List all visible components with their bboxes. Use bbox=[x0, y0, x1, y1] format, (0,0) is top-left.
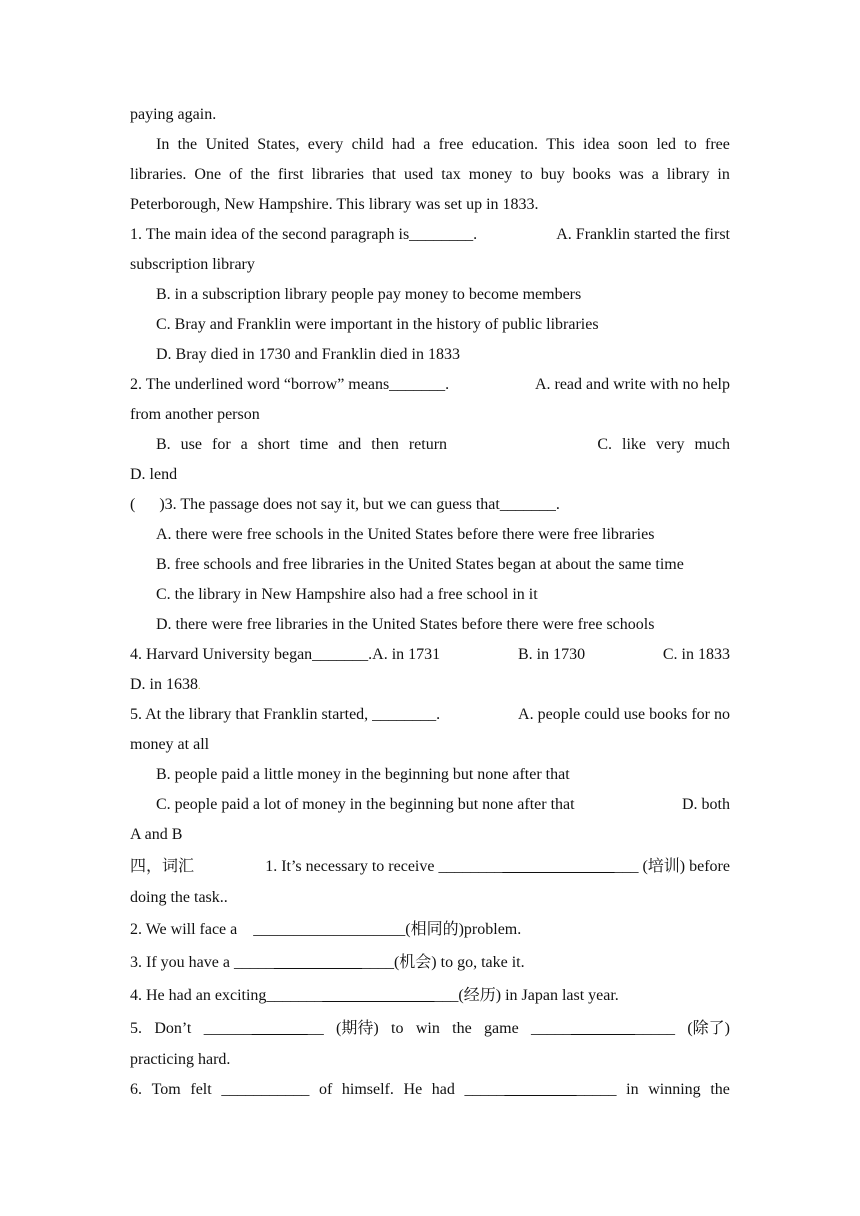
paragraph-line: In the United States, every child had a free education. This idea soon led to free bbox=[130, 130, 730, 160]
option-c: C. like very much bbox=[597, 436, 730, 453]
vocab-item-2: 2. We will face a ___________________(相同的)problem. bbox=[130, 921, 522, 938]
vocab-text: 1. It’s necessary to receive _________________________ (培训) before bbox=[265, 858, 730, 875]
option-b: B. use for a short time and then return bbox=[156, 436, 448, 453]
option-c: C. Bray and Franklin were important in the history of public libraries bbox=[156, 316, 599, 333]
option-c: C. the library in New Hampshire also had a free school in it bbox=[156, 586, 538, 603]
vocab-item-5-continued: practicing hard. bbox=[130, 1051, 231, 1068]
options-b-c bbox=[130, 430, 730, 460]
vocab-item-1-continued: doing the task.. bbox=[130, 889, 228, 906]
vocab-item-4: 4. He had an exciting________________________(经历) in Japan last year. bbox=[130, 987, 619, 1004]
vocab-item-6: 6. Tom felt ___________ of himself. He had ___________________ in winning the bbox=[130, 1081, 730, 1098]
option-a-continued: subscription library bbox=[130, 256, 255, 273]
option-b: B. in a subscription library people pay money to become members bbox=[156, 286, 582, 303]
option-d: D. lend bbox=[130, 466, 178, 483]
question-stem: 5. At the library that Franklin started, ________. bbox=[130, 706, 441, 723]
vocab-item-1 bbox=[130, 850, 730, 883]
option-d: D. in 1638. bbox=[130, 676, 201, 693]
vocab-item-5: 5. Don’t _______________ (期待) to win the game __________________ (除了) bbox=[130, 1020, 730, 1037]
options-c-d bbox=[130, 790, 730, 820]
question-3-stem: ( )3. The passage does not say it, but we can guess that_______. bbox=[130, 496, 560, 513]
option-b: B. in 1730 bbox=[517, 646, 586, 663]
question-stem: 1. The main idea of the second paragraph is________. bbox=[130, 226, 478, 243]
paragraph-line: Peterborough, New Hampshire. This library was set up in 1833. bbox=[130, 196, 539, 213]
option-d-continued: A and B bbox=[130, 826, 183, 843]
option-a: A. read and write with no help bbox=[534, 376, 730, 393]
option-d: D. Bray died in 1730 and Franklin died in 1833 bbox=[156, 346, 460, 363]
option-a: A. Franklin started the first bbox=[556, 226, 730, 243]
option-b: B. people paid a little money in the beginning but none after that bbox=[156, 766, 570, 783]
stray-mark: . bbox=[198, 681, 201, 692]
option-a: A. there were free schools in the United States before there were free libraries bbox=[156, 526, 655, 543]
option-d: D. there were free libraries in the United States before there were free schools bbox=[156, 616, 655, 633]
question-5-stem bbox=[130, 700, 730, 730]
option-a: A. people could use books for no bbox=[518, 706, 730, 723]
text-word: In bbox=[156, 136, 170, 153]
vocab-item-3: 3. If you have a ____________________(机会) to go, take it. bbox=[130, 954, 525, 971]
paragraph-end: paying again. bbox=[130, 106, 217, 123]
question-4-stem bbox=[130, 640, 730, 670]
option-a-continued: from another person bbox=[130, 406, 260, 423]
question-1-stem bbox=[130, 220, 730, 250]
document-page bbox=[130, 100, 730, 1105]
paragraph-line: libraries. One of the first libraries that used tax money to buy books was a library in bbox=[130, 166, 730, 183]
option-b: B. free schools and free libraries in the United States began at about the same time bbox=[156, 556, 684, 573]
option-c: C. in 1833 bbox=[662, 646, 730, 663]
option-c: C. people paid a lot of money in the beginning but none after that bbox=[156, 796, 575, 813]
option-a-continued: money at all bbox=[130, 736, 210, 753]
question-stem: 4. Harvard University began_______.A. in 1731 bbox=[130, 646, 441, 663]
section-heading: 四，词汇 bbox=[130, 858, 195, 875]
question-2-stem bbox=[130, 370, 730, 400]
option-d: D. both bbox=[682, 796, 730, 813]
question-stem: 2. The underlined word “borrow” means_______. bbox=[130, 376, 450, 393]
